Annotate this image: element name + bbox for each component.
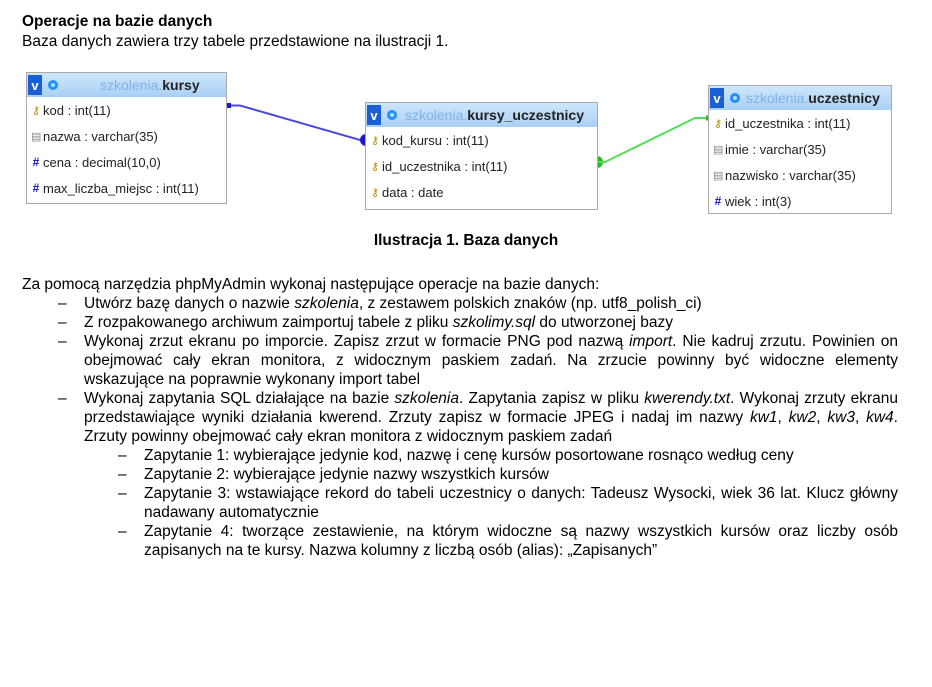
text-column-icon: ▤ [31,130,42,143]
text-column-icon: ▤ [713,169,724,182]
intro-text: Baza danych zawiera trzy tabele przedstawione na ilustracji 1. [22,33,449,50]
key-icon: ⚷ [370,160,380,173]
column-row: ⚷ id_uczestnika : int(11) [713,115,851,131]
list-dash: – [118,523,127,540]
column-row: # wiek : int(3) [714,193,792,209]
table-header[interactable] [27,73,226,97]
key-icon: ⚷ [31,104,41,117]
key-icon: ⚷ [370,186,380,199]
task-lead: Za pomocą narzędzia phpMyAdmin wykonaj następujące operacje na bazie danych: [22,276,600,293]
query-item: – Zapytanie 4: tworzące zestawienie, na którym widoczne są nazwy wszystkich kursów oraz liczby osób zapisanych na te kursy. Nazwa kolumny z liczbą osób (alias): „Zapisanych” [118,523,898,559]
gear-icon[interactable] [730,93,740,103]
numeric-column-icon: # [32,155,40,169]
toggle-v-icon[interactable]: v [367,105,381,125]
key-icon: ⚷ [370,134,380,147]
column-row: ⚷ kod_kursu : int(11) [370,132,489,148]
task-item: – Z rozpakowanego archiwum zaimportuj tabele z pliku szkolimy.sql do utworzonej bazy [58,314,673,331]
column-row: ⚷ kod : int(11) [31,102,111,118]
task-item: – Wykonaj zapytania SQL działające na bazie szkolenia. Zapytania zapisz w pliku kwerendy.txt. Wykonaj zrzuty ekranu przedstawiające wyniki działania kwerend. Zrzuty zapisz w formacie JPEG i nadaj im nazwy kw1, kw2, kw3, kw4. Zrzuty powinny obejmować cały ekran monitora z widocznym paskiem zadań – Zapytanie 1: wybierające jedynie kod, nazwę i cenę kursów posortowane rosnąco według ceny – Zapytanie 2: wybierające jedynie nazwy wszystkich kursów – Zapytanie 3: wstawiające rekord do tabeli uczestnicy o danych: Tadeusz Wysocki, wiek 36 lat. Klucz główny nadawany automatycznie – Zapytanie 4: tworzące zestawienie, na którym widoczne są nazwy wszystkich kursów oraz liczby osób zapisanych na te kursy. Nazwa kolumny z liczbą osób (alias): „Zapisanych” [22,389,898,560]
table-header[interactable] [709,86,891,110]
query-item: – Zapytanie 2: wybierające jedynie nazwy wszystkich kursów [118,466,549,483]
list-dash: – [58,390,67,407]
relation-kursy-kursy-uczestnicy [226,103,366,146]
column-row: # max_liczba_miejsc : int(11) [32,180,199,196]
task-list [22,294,898,560]
list-dash: – [58,295,67,312]
list-dash: – [58,314,67,331]
toggle-v-icon[interactable]: v [28,75,42,95]
table-name: szkolenia.kursy_uczestnicy [405,107,584,123]
relation-kursy-uczestnicy-uczestnicy [597,116,709,169]
list-dash: – [118,485,127,502]
query-list [22,446,898,560]
task-item: – Utwórz bazę danych o nazwie szkolenia, z zestawem polskich znaków (np. utf8_polish_ci) [58,295,702,312]
relation-line [231,106,366,141]
numeric-column-icon: # [32,181,40,195]
key-icon: ⚷ [713,117,723,130]
query-item: – Zapytanie 3: wstawiające rekord do tabeli uczestnicy o danych: Tadeusz Wysocki, wiek 36 lat. Klucz główny nadawany automatycznie [118,485,898,521]
toggle-v-icon[interactable]: v [710,88,724,108]
task-item: – Wykonaj zrzut ekranu po imporcie. Zapisz zrzut w formacie PNG pod nazwą import. Nie kadruj zrzutu. Powinien on obejmować cały ekran monitora, z widocznym paskiem zadań. Na zrzucie powinny być widoczne elementy wskazujące na poprawnie wykonany import tabel [58,333,899,388]
table-header[interactable] [366,103,597,127]
relation-line [597,118,708,162]
list-dash: – [58,333,67,350]
column-row: ▤ nazwisko : varchar(35) [713,167,856,183]
table-kursy-uczestnicy[interactable] [365,102,598,210]
column-row: ▤ nazwa : varchar(35) [31,128,158,144]
numeric-column-icon: # [714,194,722,208]
text-column-icon: ▤ [713,143,724,156]
query-item: – Zapytanie 1: wybierające jedynie kod, nazwę i cenę kursów posortowane rosnąco według ceny [118,447,794,464]
database-diagram [0,60,932,220]
column-row: # cena : decimal(10,0) [32,154,161,170]
document-title: Operacje na bazie danych [22,13,213,30]
table-uczestnicy[interactable] [708,85,892,214]
gear-icon[interactable] [387,110,397,120]
list-dash: – [118,447,127,464]
table-name: szkolenia.uczestnicy [746,90,880,106]
column-row: ⚷ data : date [370,184,444,200]
gear-icon[interactable] [48,80,58,90]
task-section [22,275,898,560]
table-kursy[interactable] [26,72,227,204]
figure-caption: Ilustracja 1. Baza danych [373,232,559,249]
list-dash: – [118,466,127,483]
table-name: szkolenia.kursy [100,77,200,93]
column-row: ▤ imie : varchar(35) [713,141,827,157]
column-row: ⚷ id_uczestnika : int(11) [370,158,508,174]
